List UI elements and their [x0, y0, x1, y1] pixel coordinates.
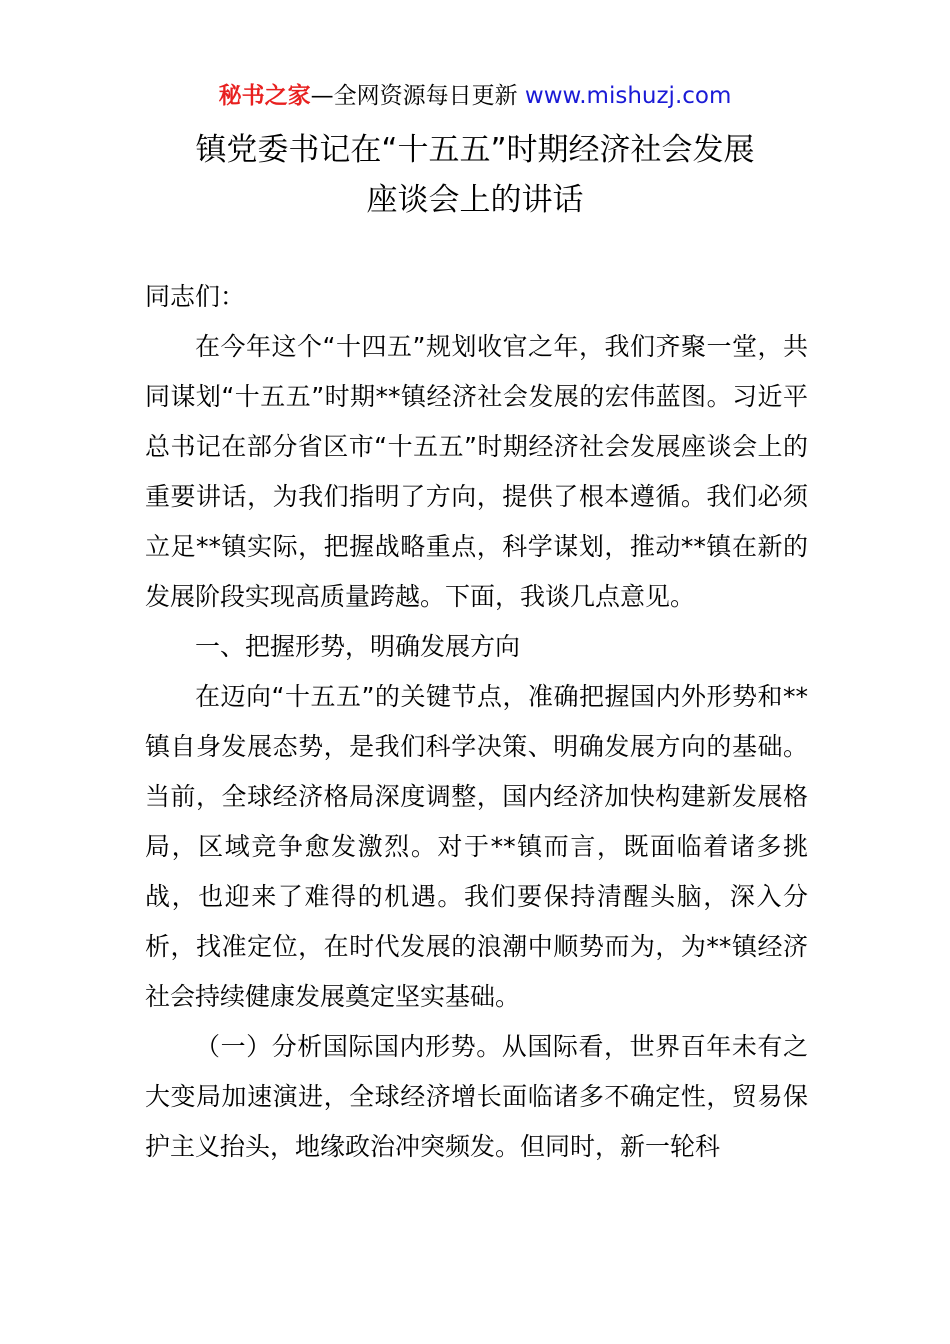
title-line-2: 座谈会上的讲话: [366, 182, 584, 218]
body-paragraph: （一）分析国际国内形势。从国际看，世界百年未有之大变局加速演进，全球经济增长面临诸多不确定性，贸易保护主义抬头，地缘政治冲突频发。但同时，新一轮科: [145, 1032, 808, 1161]
salutation: 同志们：: [145, 282, 246, 311]
document-body: [145, 272, 808, 1172]
brand-name: 秘书之家: [218, 83, 311, 109]
body-paragraph: 在迈向“十五五”的关键节点，准确把握国内外形势和**镇自身发展态势，是我们科学决策、明确发展方向的基础。当前，全球经济格局深度调整，国内经济加快构建新发展格局，区域竞争愈发激烈。对于**镇而言，既面临着诸多挑战，也迎来了难得的机遇。我们要保持清醒头脑，深入分析，找准定位，在时代发展的浪潮中顺势而为，为**镇经济社会持续健康发展奠定坚实基础。: [145, 682, 808, 1011]
header-tagline: —全网资源每日更新: [310, 83, 525, 109]
section-heading: 一、把握形势，明确发展方向: [195, 632, 521, 661]
document-title: [0, 125, 950, 225]
site-header: [0, 80, 950, 112]
body-paragraph: 在今年这个“十四五”规划收官之年，我们齐聚一堂，共同谋划“十五五”时期**镇经济社会发展的宏伟蓝图。习近平总书记在部分省区市“十五五”时期经济社会发展座谈会上的重要讲话，为我们指明了方向，提供了根本遵循。我们必须立足**镇实际，把握战略重点，科学谋划，推动**镇在新的发展阶段实现高质量跨越。下面，我谈几点意见。: [145, 332, 808, 611]
site-url-link[interactable]: www.mishuzj.com: [524, 83, 732, 109]
title-line-1: 镇党委书记在“十五五”时期经济社会发展: [195, 132, 755, 168]
